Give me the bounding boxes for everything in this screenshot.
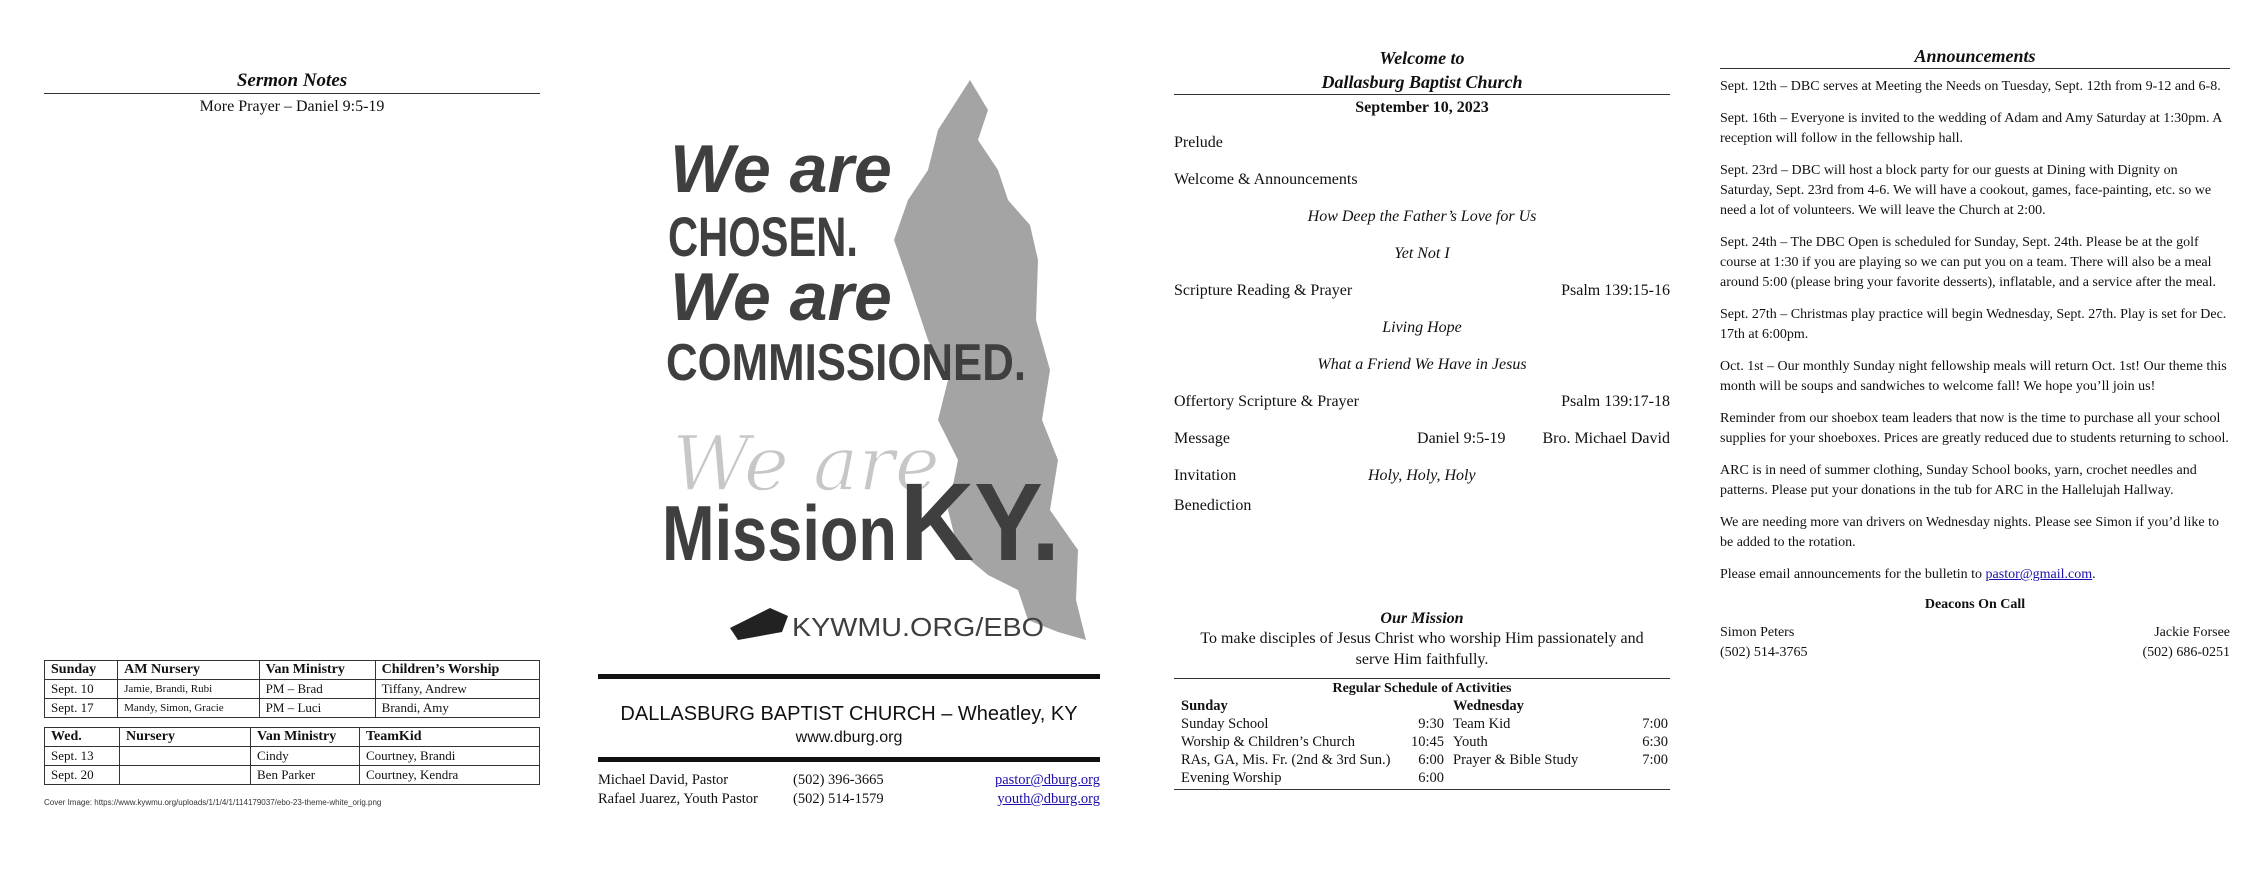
col-header: Van Ministry xyxy=(259,661,375,680)
table-cell: Tiffany, Andrew xyxy=(375,680,539,699)
activity-name: RAs, GA, Mis. Fr. (2nd & 3rd Sun.) xyxy=(1181,752,1391,768)
sermon-notes-title: Sermon Notes xyxy=(44,70,540,94)
order-label: Offertory Scripture & Prayer xyxy=(1174,393,1359,410)
table-cell: Courtney, Kendra xyxy=(360,766,540,785)
cover-image-caption: Cover Image: https://www.kywmu.org/uploads/1/1/4/1/114179037/ebo-23-theme-white_orig.png xyxy=(44,798,382,807)
logo-text: Mission xyxy=(662,489,897,577)
table-cell xyxy=(120,747,251,766)
logo-text: COMMISSIONED. xyxy=(666,334,1026,392)
order-item xyxy=(1174,430,1670,448)
announcement-item: Reminder from our shoebox team leaders that now is the time to purchase all your school supplies for your shoeboxes. Prices are greatly reduced due to students returning to school. xyxy=(1720,411,2229,446)
col-header: Nursery xyxy=(120,728,251,747)
staff-email-link[interactable]: youth@dburg.org xyxy=(997,791,1100,807)
announcements-panel xyxy=(1720,46,2230,663)
table-row xyxy=(45,747,540,766)
table-cell: Brandi, Amy xyxy=(375,699,539,718)
col-header: AM Nursery xyxy=(118,661,260,680)
col-header: TeamKid xyxy=(360,728,540,747)
schedule-item xyxy=(1174,733,1446,751)
wednesday-heading: Wednesday xyxy=(1453,698,1524,714)
schedule-item xyxy=(1446,751,1670,769)
staff-email-link[interactable]: pastor@dburg.org xyxy=(994,772,1100,788)
song-title: Yet Not I xyxy=(1394,245,1450,262)
logo-text: We are xyxy=(670,131,892,207)
order-item xyxy=(1174,497,1670,515)
table-cell: Sept. 13 xyxy=(45,747,120,766)
logo-text: We are xyxy=(672,419,940,508)
logo-url: KYWMU.ORG/EBO xyxy=(792,612,1044,642)
col-header: Children’s Worship xyxy=(375,661,539,680)
order-item xyxy=(1174,393,1670,411)
announcement-item: Oct. 1st – Our monthly Sunday night fellowship meals will return Oct. 1st! Our theme this month will be soups and sandwiches to welcome fall! We hope you’ll join us! xyxy=(1720,359,2227,394)
deacon-name: Simon Peters xyxy=(1720,625,1795,640)
deacon-names-row xyxy=(1720,623,2230,643)
sermon-notes-panel xyxy=(44,70,540,116)
order-label: Welcome & Announcements xyxy=(1174,171,1358,188)
email-suffix: . xyxy=(2092,567,2096,582)
church-website: www.dburg.org xyxy=(795,729,903,746)
column-heading xyxy=(1446,697,1670,715)
order-label: Scripture Reading & Prayer xyxy=(1174,282,1353,299)
logo-text: We are xyxy=(670,259,892,335)
staff-name: Michael David, Pastor xyxy=(598,772,729,788)
activity-name: Evening Worship xyxy=(1181,770,1282,786)
table-cell: Sept. 20 xyxy=(45,766,120,785)
deacon-phone: (502) 686-0251 xyxy=(2142,645,2230,660)
activity-time: 7:00 xyxy=(1642,752,1668,768)
schedule-title: Regular Schedule of Activities xyxy=(1332,681,1512,696)
schedule-item xyxy=(1446,733,1670,751)
divider xyxy=(598,757,1100,762)
table-cell: Sept. 17 xyxy=(45,699,118,718)
sunday-heading: Sunday xyxy=(1181,698,1228,714)
announcements-title: Announcements xyxy=(1720,46,2230,69)
activity-name: Youth xyxy=(1453,734,1488,750)
announcement-item: Sept. 16th – Everyone is invited to the wedding of Adam and Amy Saturday at 1:30pm. A reception will follow in the fellowship hall. xyxy=(1720,111,2222,146)
schedule-grid xyxy=(1174,697,1670,787)
wednesday-column xyxy=(1446,697,1670,787)
table-cell: Courtney, Brandi xyxy=(360,747,540,766)
activity-time: 10:45 xyxy=(1410,734,1444,750)
table-row xyxy=(45,680,540,699)
song-title: How Deep the Father’s Love for Us xyxy=(1307,208,1537,225)
activity-name: Prayer & Bible Study xyxy=(1453,752,1579,768)
staff-row xyxy=(598,772,1100,789)
announcement-item: ARC is in need of summer clothing, Sunday School books, yarn, crochet needles and patterns. Please put your donations in the tub for ARC in the Hallelujah Hallway. xyxy=(1720,463,2197,498)
schedule-item xyxy=(1174,751,1446,769)
deacon-name: Jackie Forsee xyxy=(2154,625,2230,640)
order-label: Message xyxy=(1174,430,1230,447)
song-title: Living Hope xyxy=(1382,319,1462,336)
order-ref: Psalm 139:17-18 xyxy=(1561,393,1670,410)
table-cell: Sept. 10 xyxy=(45,680,118,699)
mission-title: Our Mission xyxy=(1380,610,1464,627)
deacon-phone: (502) 514-3765 xyxy=(1720,645,1808,660)
schedule-item xyxy=(1174,715,1446,733)
order-label: Invitation xyxy=(1174,467,1237,484)
mission-text: To make disciples of Jesus Christ who worship Him passionately and serve Him faithfully. xyxy=(1200,630,1644,668)
activity-name: Sunday School xyxy=(1181,716,1269,732)
wednesday-schedule-table xyxy=(44,727,540,785)
sermon-subtitle: More Prayer – Daniel 9:5-19 xyxy=(199,98,385,115)
kentucky-badge-icon xyxy=(730,608,788,640)
col-header: Sunday xyxy=(45,661,118,680)
activity-name: Worship & Children’s Church xyxy=(1181,734,1356,750)
announcement-item: We are needing more van drivers on Wednesday nights. Please see Simon if you’d like to be added to the rotation. xyxy=(1720,515,2220,550)
column-heading xyxy=(1174,697,1446,715)
church-name: DALLASBURG BAPTIST CHURCH – Wheatley, KY xyxy=(620,703,1078,725)
announcement-email xyxy=(1720,565,2230,585)
announcement-email-link[interactable]: pastor@gmail.com xyxy=(1985,567,2093,582)
activity-name: Team Kid xyxy=(1453,716,1511,732)
sunday-schedule-table xyxy=(44,660,540,718)
order-label: Benediction xyxy=(1174,497,1252,514)
deacons-title: Deacons On Call xyxy=(1924,597,2026,612)
table-cell: PM – Luci xyxy=(259,699,375,718)
order-ref: Daniel 9:5-19 xyxy=(1417,430,1506,447)
welcome-line: Welcome to xyxy=(1379,48,1465,68)
order-item xyxy=(1174,467,1670,485)
announcement-item: Sept. 27th – Christmas play practice will begin Wednesday, Sept. 27th. Play is set for Dec. 17th at 6:00pm. xyxy=(1720,307,2227,342)
table-cell xyxy=(120,766,251,785)
logo-text: KY. xyxy=(900,461,1060,584)
schedule-block xyxy=(1174,678,1670,790)
church-info-block xyxy=(598,674,1100,808)
announcement-item: Sept. 12th – DBC serves at Meeting the Needs on Tuesday, Sept. 12th from 9-12 and 6-8. xyxy=(1720,79,2221,94)
table-header-row xyxy=(45,661,540,680)
col-header: Wed. xyxy=(45,728,120,747)
table-cell: PM – Brad xyxy=(259,680,375,699)
order-ref: Psalm 139:15-16 xyxy=(1561,282,1670,299)
order-label: Prelude xyxy=(1174,134,1223,151)
staff-row xyxy=(598,791,1100,808)
deacon-phones-row xyxy=(1720,643,2230,663)
staff-phone: (502) 396-3665 xyxy=(793,772,884,788)
table-cell: Jamie, Brandi, Rubi xyxy=(118,680,260,699)
order-speaker: Bro. Michael David xyxy=(1542,430,1670,447)
announcement-item: Sept. 24th – The DBC Open is scheduled for Sunday, Sept. 24th. Please be at the golf course at 1:30 if you are playing so we can put you on a team. There will also be a meal around 5:00 (please bring your favorite desserts), inflatable, and a service after the meal. xyxy=(1720,235,2217,290)
logo-text: CHOSEN. xyxy=(668,205,858,268)
table-row xyxy=(45,699,540,718)
activity-time: 9:30 xyxy=(1418,716,1444,732)
order-of-worship-panel xyxy=(1174,46,1670,790)
divider xyxy=(598,674,1100,679)
staff-phone: (502) 514-1579 xyxy=(793,791,884,807)
service-date: September 10, 2023 xyxy=(1355,99,1489,116)
sunday-column xyxy=(1174,697,1446,787)
activity-time: 6:30 xyxy=(1642,734,1668,750)
table-cell: Cindy xyxy=(251,747,360,766)
order-item xyxy=(1174,134,1670,152)
welcome-church-name: Dallasburg Baptist Church xyxy=(1174,70,1670,95)
table-cell: Ben Parker xyxy=(251,766,360,785)
table-header-row xyxy=(45,728,540,747)
order-song: Holy, Holy, Holy xyxy=(1368,467,1476,484)
order-item xyxy=(1174,171,1670,189)
col-header: Van Ministry xyxy=(251,728,360,747)
activity-time: 7:00 xyxy=(1642,716,1668,732)
schedule-item xyxy=(1446,715,1670,733)
activity-time: 6:00 xyxy=(1418,752,1444,768)
song-title: What a Friend We Have in Jesus xyxy=(1317,356,1527,373)
staff-name: Rafael Juarez, Youth Pastor xyxy=(598,791,758,807)
table-row xyxy=(45,766,540,785)
table-cell: Mandy, Simon, Gracie xyxy=(118,699,260,718)
email-prefix: Please email announcements for the bulletin to xyxy=(1720,567,1986,582)
order-item xyxy=(1174,282,1670,300)
activity-time: 6:00 xyxy=(1418,770,1444,786)
schedule-item xyxy=(1174,769,1446,787)
announcement-item: Sept. 23rd – DBC will host a block party for our guests at Dining with Dignity on Saturday, Sept. 23rd from 4-6. We will have a cookout, games, face-painting, etc. so we need a lot of volunteers. We will leave the Church at 2:00. xyxy=(1720,163,2212,218)
mission-ky-logo xyxy=(658,80,1086,650)
